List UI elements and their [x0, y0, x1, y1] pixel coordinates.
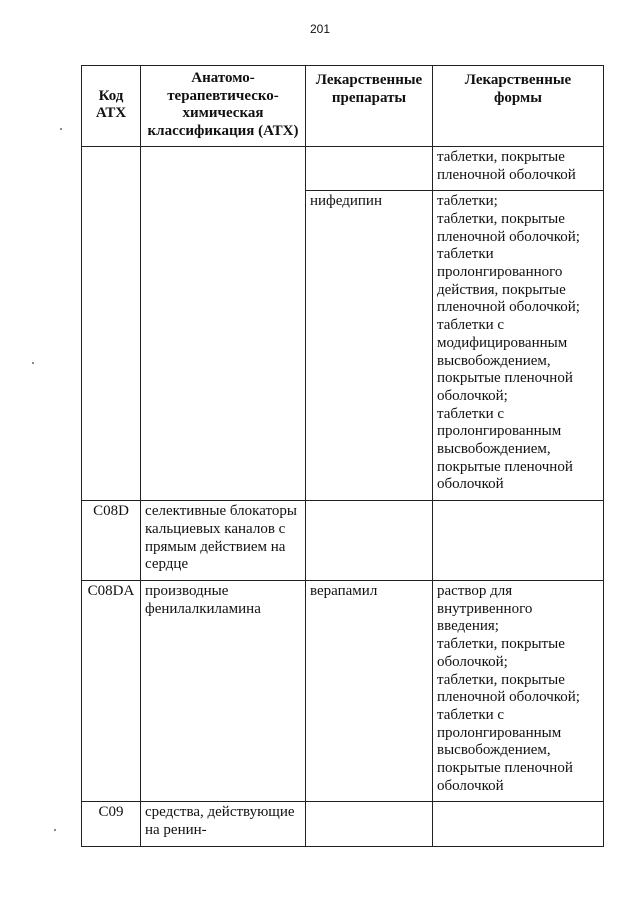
table-row [82, 802, 604, 846]
cell-classification: селективные блокаторы кальциевых каналов с прямым действием на сердце [141, 501, 306, 581]
cell-code: C08DA [82, 580, 141, 801]
header-classification: Анатомо- терапевтическо- химическая классификация (АТХ) [141, 66, 306, 147]
cell-drug: нифедипин [306, 191, 433, 501]
cell-classification [141, 146, 306, 500]
cell-forms: таблетки; таблетки, покрытые пленочной оболочкой; таблетки пролонгированного действия, покрытые пленочной оболочкой; таблетки с модифицированным высвобождением, покрытые пленочной оболочкой; таблетки с пролонгированным высвобождением, покрытые пленочной оболочкой [433, 191, 604, 501]
table-row [82, 501, 604, 581]
header-code: Код АТХ [82, 66, 141, 147]
cell-forms [433, 501, 604, 581]
page-number: 201 [309, 22, 331, 36]
cell-classification: средства, действующие на ренин- [141, 802, 306, 846]
header-drugs: Лекарственные препараты [306, 66, 433, 147]
table-header-row [82, 66, 604, 147]
cell-drug: верапамил [306, 580, 433, 801]
cell-code [82, 146, 141, 500]
cell-forms [433, 802, 604, 846]
cell-drug [306, 146, 433, 190]
scan-speck [32, 362, 34, 364]
scan-speck [60, 128, 62, 130]
table-row [82, 580, 604, 801]
scan-speck [54, 829, 56, 831]
cell-code: C08D [82, 501, 141, 581]
cell-forms: раствор для внутривенного введения; таблетки, покрытые оболочкой; таблетки, покрытые пленочной оболочкой; таблетки с пролонгированным высвобождением, покрытые пленочной оболочкой [433, 580, 604, 801]
header-forms: Лекарственные формы [433, 66, 604, 147]
cell-drug [306, 802, 433, 846]
cell-classification: производные фенилалкиламина [141, 580, 306, 801]
cell-forms: таблетки, покрытые пленочной оболочкой [433, 146, 604, 190]
cell-code: C09 [82, 802, 141, 846]
table-row [82, 146, 604, 190]
atx-table [81, 65, 604, 847]
cell-drug [306, 501, 433, 581]
